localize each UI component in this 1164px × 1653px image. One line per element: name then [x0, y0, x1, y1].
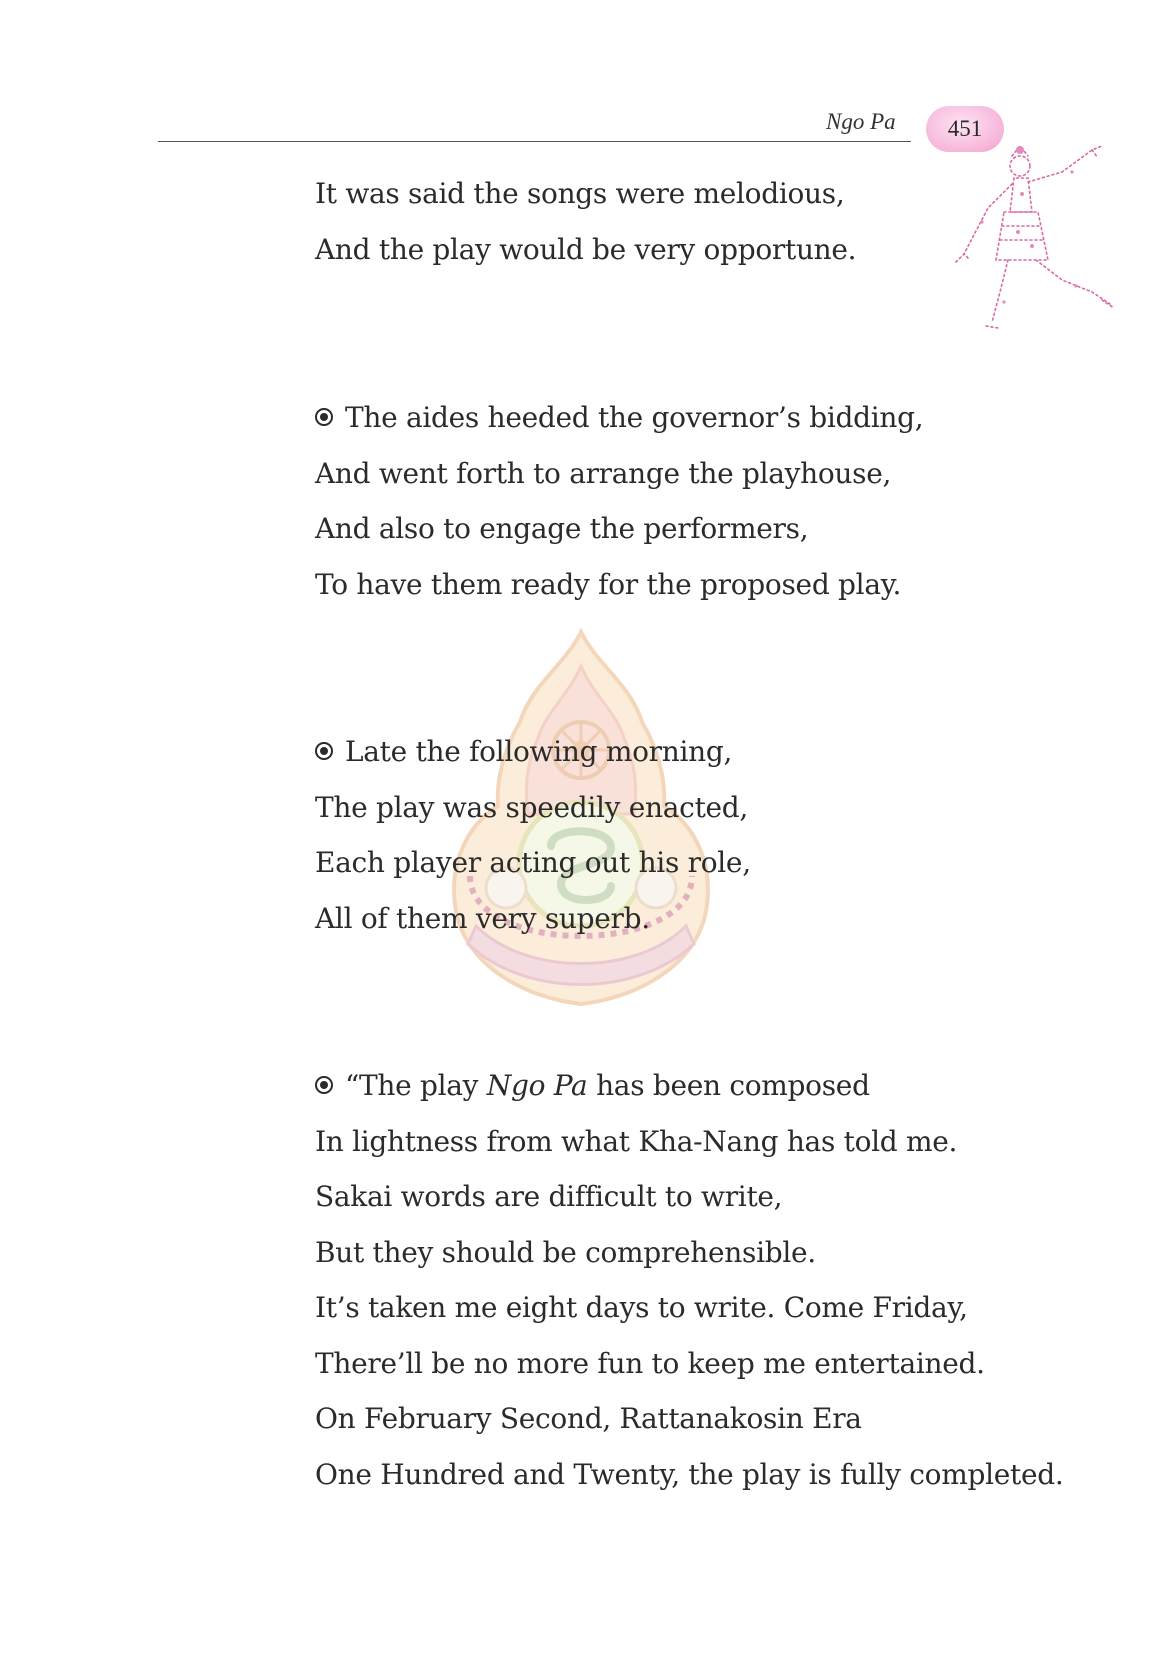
- stanza-3: [315, 724, 751, 946]
- bullet-icon: [315, 1076, 333, 1094]
- bullet-icon: [315, 408, 333, 426]
- verse-line: The play was speedily enacted,: [315, 790, 749, 824]
- bullet-icon: [315, 742, 333, 760]
- verse-line: And went forth to arrange the playhouse,: [315, 456, 892, 490]
- verse-line: And also to engage the performers,: [315, 512, 809, 545]
- verse-line-first: [315, 390, 923, 446]
- verse-line: To have them ready for the proposed play.: [315, 567, 902, 601]
- verse-line-first: [315, 724, 751, 780]
- header-rule: [158, 141, 911, 142]
- running-title: Ngo Pa: [826, 109, 896, 134]
- verse-line: Sakai words are difficult to write,: [315, 1180, 783, 1213]
- verse-line: One Hundred and Twenty, the play is fully completed.: [315, 1457, 1064, 1491]
- verse-line: But they should be comprehensible.: [315, 1235, 816, 1269]
- verse-line-text: The aides heeded the governor’s bidding,: [345, 401, 924, 434]
- verse-line: On February Second, Rattanakosin Era: [315, 1402, 862, 1435]
- verse-line: It was said the songs were melodious,: [315, 177, 845, 210]
- verse-line: And the play would be very opportune.: [315, 232, 857, 266]
- stanza-4: [315, 1058, 1063, 1502]
- stanza-1: [315, 166, 856, 277]
- verse-line: Each player acting out his role,: [315, 846, 751, 879]
- verse-line: It’s taken me eight days to write. Come Friday,: [315, 1291, 968, 1324]
- verse-line: There’ll be no more fun to keep me entertained.: [315, 1346, 985, 1380]
- page-number: 451: [947, 116, 983, 141]
- verse-line-first: [315, 1058, 1063, 1114]
- verse-line: All of them very superb.: [315, 901, 650, 935]
- verse-line-text-before: “The play: [345, 1069, 487, 1102]
- stanza-2: [315, 390, 923, 612]
- thai-dancer-icon: [952, 142, 1122, 347]
- play-title-italic: Ngo Pa: [486, 1069, 588, 1102]
- verse-line: In lightness from what Kha-Nang has told me.: [315, 1124, 958, 1158]
- verse-line-text-after: has been composed: [587, 1069, 870, 1102]
- verse-line-text: Late the following morning,: [345, 735, 733, 768]
